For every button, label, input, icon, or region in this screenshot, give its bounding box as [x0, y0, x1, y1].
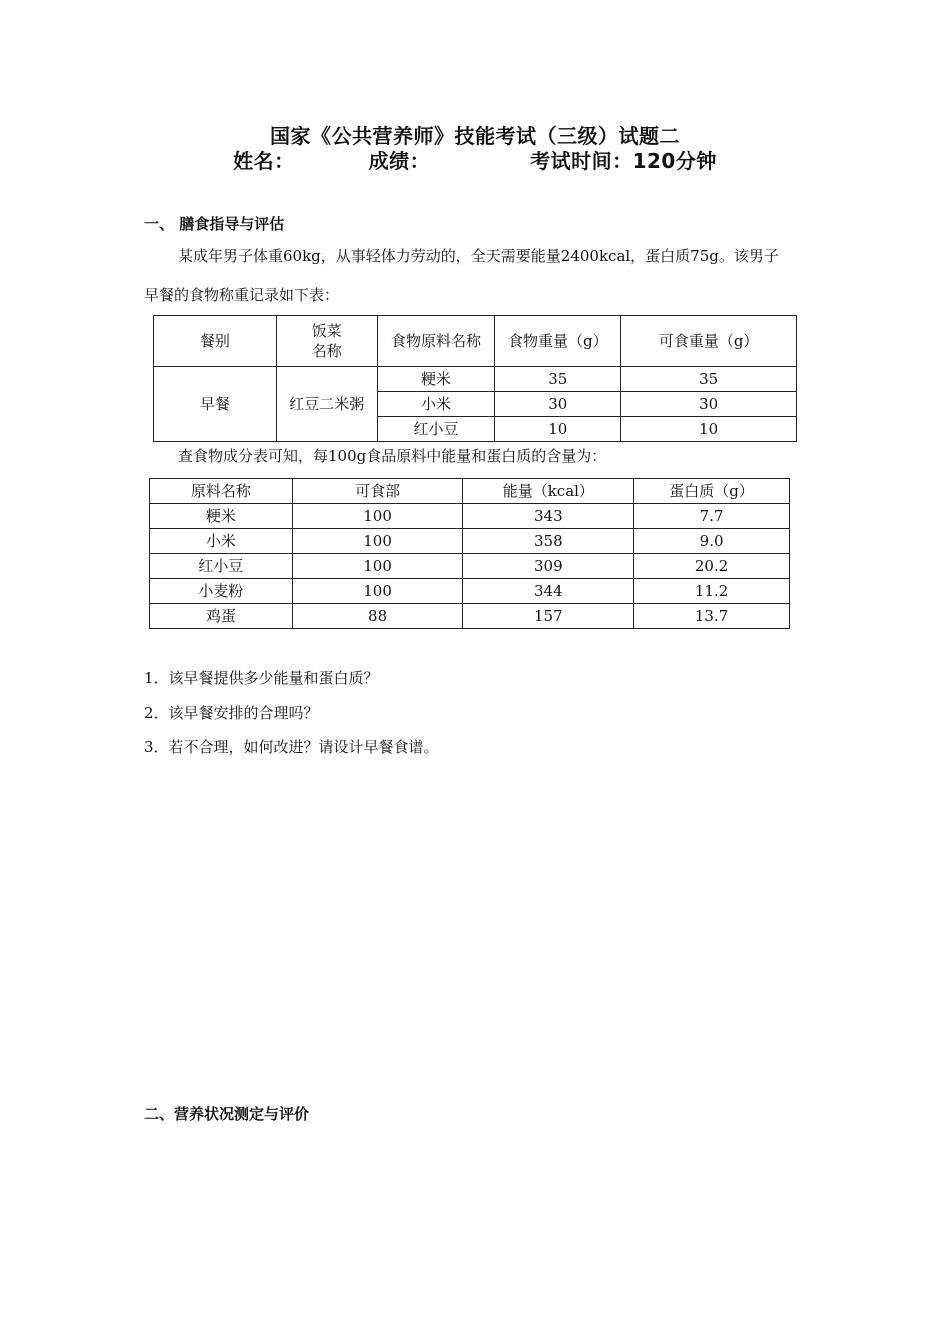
name-label: 姓名：	[233, 149, 295, 173]
edible-cell: 30	[621, 392, 797, 417]
table-row	[150, 554, 790, 579]
intro-line-2: 早餐的食物称重记录如下表：	[144, 286, 340, 304]
header-dish-line-2: 名称	[311, 342, 342, 360]
dish-cell: 红豆二米粥	[276, 367, 377, 442]
cell: 小米	[150, 529, 293, 554]
header-cell: 能量（kcal）	[463, 479, 634, 504]
section-1-heading: 一、 膳食指导与评估	[144, 215, 285, 233]
exam-title: 国家《公共营养师》技能考试（三级）试题二	[270, 124, 680, 148]
weight-cell: 35	[495, 367, 621, 392]
cell: 309	[463, 554, 634, 579]
weight-cell: 30	[495, 392, 621, 417]
weight-cell: 10	[495, 417, 621, 442]
score-label: 成绩：	[368, 149, 431, 173]
cell: 100	[292, 504, 463, 529]
cell: 100	[292, 579, 463, 604]
cell: 红小豆	[150, 554, 293, 579]
header-cell: 原料名称	[150, 479, 293, 504]
question-1: 1．该早餐提供多少能量和蛋白质？	[144, 669, 379, 687]
question-3: 3．若不合理，如何改进？请设计早餐食谱。	[144, 738, 439, 756]
header-cell: 蛋白质（g）	[634, 479, 790, 504]
ingredient-cell: 粳米	[377, 367, 495, 392]
table2-intro: 查食物成分表可知，每100g食品原料中能量和蛋白质的含量为：	[178, 447, 607, 465]
ingredient-cell: 小米	[377, 392, 495, 417]
cell: 9.0	[634, 529, 790, 554]
cell: 344	[463, 579, 634, 604]
cell: 13.7	[634, 604, 790, 629]
cell: 鸡蛋	[150, 604, 293, 629]
header-cell: 可食重量（g）	[621, 316, 797, 367]
table-row	[154, 367, 797, 392]
header-cell: 食物重量（g）	[495, 316, 621, 367]
table-row	[150, 504, 790, 529]
cell: 88	[292, 604, 463, 629]
cell: 100	[292, 554, 463, 579]
cell: 358	[463, 529, 634, 554]
exam-info-line	[0, 147, 950, 175]
question-2: 2．该早餐安排的合理吗？	[144, 704, 319, 722]
cell: 20.2	[634, 554, 790, 579]
cell: 100	[292, 529, 463, 554]
header-cell	[276, 316, 377, 367]
section-2-heading: 二、营养状况测定与评价	[144, 1105, 310, 1123]
cell: 343	[463, 504, 634, 529]
breakfast-weighing-table	[153, 315, 797, 442]
table-header-row	[154, 316, 797, 367]
header-cell: 餐别	[154, 316, 277, 367]
table-row	[150, 604, 790, 629]
header-cell: 食物原料名称	[377, 316, 495, 367]
cell: 11.2	[634, 579, 790, 604]
table-row	[150, 579, 790, 604]
cell: 157	[463, 604, 634, 629]
cell: 小麦粉	[150, 579, 293, 604]
cell: 7.7	[634, 504, 790, 529]
header-dish-line-1: 饭菜	[311, 322, 342, 340]
time-label: 考试时间：120分钟	[530, 149, 717, 173]
header-cell: 可食部	[292, 479, 463, 504]
cell: 粳米	[150, 504, 293, 529]
intro-line-1: 某成年男子体重60kg，从事轻体力劳动的，全天需要能量2400kcal，蛋白质75g。该男子	[178, 247, 779, 265]
food-composition-table	[149, 478, 790, 629]
edible-cell: 35	[621, 367, 797, 392]
table-header-row	[150, 479, 790, 504]
meal-cell: 早餐	[154, 367, 277, 442]
table-row	[150, 529, 790, 554]
ingredient-cell: 红小豆	[377, 417, 495, 442]
edible-cell: 10	[621, 417, 797, 442]
